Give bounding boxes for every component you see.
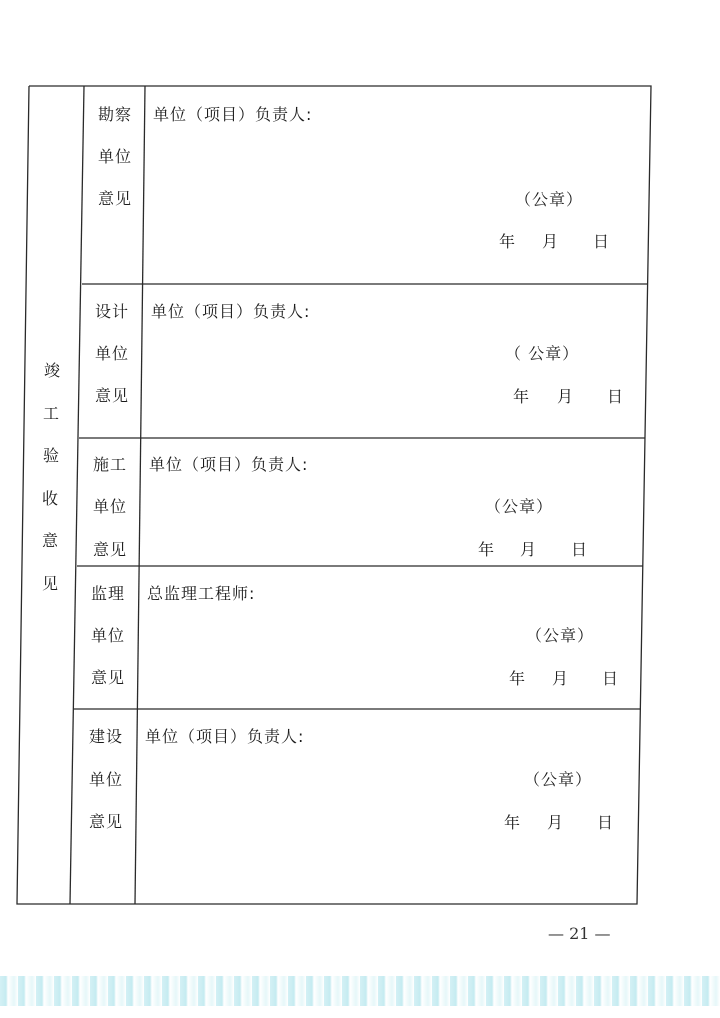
date-day: 日 xyxy=(593,232,611,251)
date-month: 月 xyxy=(547,813,565,832)
section-label-line: 单位 xyxy=(91,626,126,645)
seal-text: （公章） xyxy=(515,190,584,209)
date-year: 年 xyxy=(504,813,522,832)
outer-label-char: 见 xyxy=(41,574,58,593)
section-label-line: 意见 xyxy=(91,668,126,687)
seal-text: （公章） xyxy=(485,497,554,516)
seal-text: （公章） xyxy=(524,770,593,789)
responsible-label: 单位（项目）负责人: xyxy=(145,727,305,746)
outer-label-char: 收 xyxy=(41,489,58,508)
section-label-line: 勘察 xyxy=(98,105,133,124)
section-label-line: 单位 xyxy=(98,147,133,166)
section-label-line: 施工 xyxy=(93,455,128,474)
outer-label-char: 意 xyxy=(41,531,58,550)
date-year: 年 xyxy=(513,387,531,406)
section-label-line: 意见 xyxy=(89,812,124,831)
date-month: 月 xyxy=(542,232,560,251)
outer-label-char: 竣 xyxy=(43,361,60,380)
section-label-line: 单位 xyxy=(89,770,124,789)
responsible-label: 总监理工程师: xyxy=(147,584,256,603)
section-label-line: 单位 xyxy=(95,344,130,363)
date-month: 月 xyxy=(552,669,570,688)
date-month: 月 xyxy=(557,387,575,406)
section-label-line: 单位 xyxy=(93,497,128,516)
seal-text: （ 公章） xyxy=(505,344,580,363)
date-year: 年 xyxy=(499,232,517,251)
section-label-line: 监理 xyxy=(91,584,126,603)
section-label-line: 建设 xyxy=(89,727,124,746)
date-month: 月 xyxy=(520,540,538,559)
section-label-line: 意见 xyxy=(95,386,130,405)
date-day: 日 xyxy=(597,813,615,832)
date-day: 日 xyxy=(602,669,620,688)
section-label-line: 设计 xyxy=(95,302,130,321)
scan-artifact-strip xyxy=(0,976,720,1006)
outer-label-char: 工 xyxy=(42,404,59,423)
date-year: 年 xyxy=(478,540,496,559)
responsible-label: 单位（项目）负责人: xyxy=(149,455,309,474)
seal-text: （公章） xyxy=(526,626,595,645)
outer-label-char: 验 xyxy=(42,446,59,465)
responsible-label: 单位（项目）负责人: xyxy=(151,302,311,321)
responsible-label: 单位（项目）负责人: xyxy=(153,105,313,124)
page-number: — 21 — xyxy=(548,924,611,943)
section-label-line: 意见 xyxy=(98,189,133,208)
date-day: 日 xyxy=(607,387,625,406)
date-year: 年 xyxy=(509,669,527,688)
section-label-line: 意见 xyxy=(93,540,128,559)
date-day: 日 xyxy=(571,540,589,559)
